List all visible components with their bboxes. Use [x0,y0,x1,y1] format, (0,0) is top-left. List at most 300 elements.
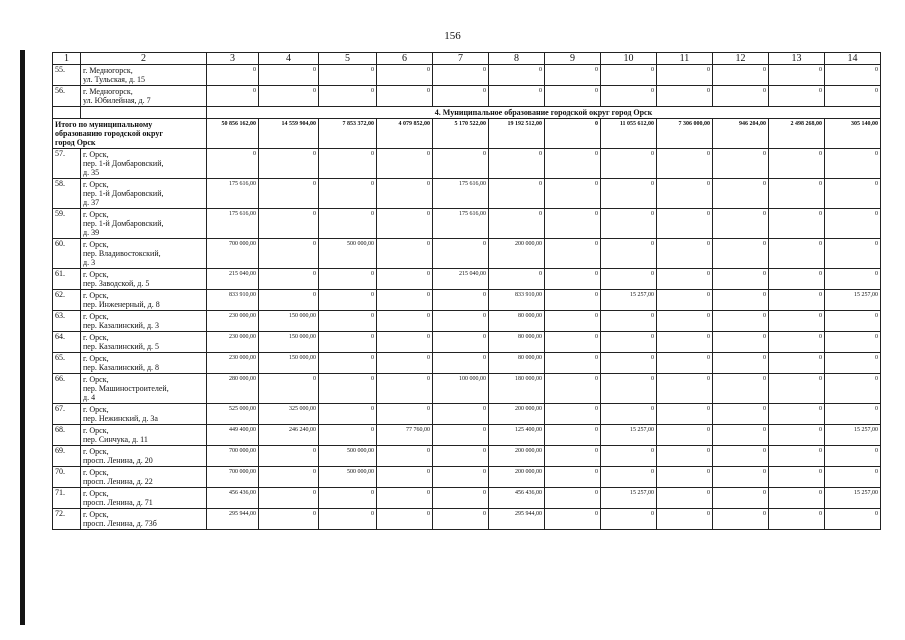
value-cell: 0 [769,488,825,509]
value-cell: 175 616,00 [433,209,489,239]
value-cell: 0 [769,290,825,311]
row-index: 66. [53,374,81,404]
row-index: 61. [53,269,81,290]
value-cell: 0 [489,149,545,179]
column-number: 7 [433,53,489,65]
value-cell: 0 [769,446,825,467]
value-cell: 0 [433,86,489,107]
value-cell: 0 [713,290,769,311]
value-cell: 0 [657,467,713,488]
value-cell: 0 [319,65,377,86]
column-number: 4 [259,53,319,65]
value-cell: 0 [545,65,601,86]
value-cell: 0 [769,239,825,269]
total-row [53,119,881,149]
value-cell: 0 [713,353,769,374]
value-cell: 0 [601,509,657,530]
table-row [53,467,881,488]
row-index: 63. [53,311,81,332]
table-row [53,179,881,209]
value-cell: 0 [601,149,657,179]
value-cell: 0 [657,269,713,290]
column-number: 3 [207,53,259,65]
value-cell: 0 [713,269,769,290]
total-value-cell: 19 192 512,00 [489,119,545,149]
value-cell: 0 [433,239,489,269]
value-cell: 0 [377,290,433,311]
address-line: ул. Тульская, д. 15 [83,75,146,84]
value-cell: 0 [769,332,825,353]
address-line: д. 35 [83,168,100,177]
value-cell: 0 [207,86,259,107]
value-cell: 0 [657,65,713,86]
value-cell: 0 [769,149,825,179]
column-number: 8 [489,53,545,65]
address-line: просп. Ленина, д. 71 [83,498,153,507]
value-cell: 0 [657,149,713,179]
value-cell: 0 [489,86,545,107]
value-cell: 230 000,00 [207,332,259,353]
section-empty-cell [81,107,207,119]
row-index: 55. [53,65,81,86]
value-cell: 0 [319,332,377,353]
value-cell: 0 [319,290,377,311]
address-line: пер. Синчука, д. 11 [83,435,148,444]
value-cell: 15 257,00 [825,290,881,311]
value-cell: 200 000,00 [489,467,545,488]
row-index: 67. [53,404,81,425]
address-line: пер. Заводской, д. 5 [83,279,150,288]
value-cell: 325 000,00 [259,404,319,425]
value-cell: 700 000,00 [207,239,259,269]
table-row [53,149,881,179]
value-cell: 0 [489,209,545,239]
table-row [53,353,881,374]
value-cell: 175 616,00 [207,209,259,239]
table-row [53,509,881,530]
row-index: 64. [53,332,81,353]
total-label-line: образованию городской округ [55,129,164,138]
value-cell: 0 [433,509,489,530]
value-cell: 0 [259,209,319,239]
value-cell: 0 [377,467,433,488]
row-index: 58. [53,179,81,209]
column-number: 12 [713,53,769,65]
value-cell: 456 436,00 [489,488,545,509]
section-empty-cell [53,107,81,119]
table-row [53,239,881,269]
address-line: г. Орск, [83,375,109,384]
value-cell: 0 [319,353,377,374]
address-line: г. Орск, [83,447,109,456]
value-cell: 0 [545,269,601,290]
address-cell [81,509,207,530]
value-cell: 0 [489,65,545,86]
value-cell: 0 [259,509,319,530]
value-cell: 0 [657,353,713,374]
section-row [53,107,881,119]
value-cell: 0 [259,467,319,488]
address-line: г. Медногорск, [83,87,133,96]
column-number: 14 [825,53,881,65]
value-cell: 150 000,00 [259,353,319,374]
value-cell: 0 [825,179,881,209]
address-cell [81,374,207,404]
value-cell: 0 [433,404,489,425]
value-cell: 456 436,00 [207,488,259,509]
value-cell: 0 [207,65,259,86]
value-cell: 246 240,00 [259,425,319,446]
value-cell: 0 [713,179,769,209]
address-cell [81,269,207,290]
row-index: 68. [53,425,81,446]
value-cell: 0 [545,332,601,353]
value-cell: 0 [377,86,433,107]
table-row [53,65,881,86]
value-cell: 0 [601,311,657,332]
value-cell: 0 [825,404,881,425]
value-cell: 0 [713,332,769,353]
value-cell: 0 [657,425,713,446]
total-value-cell: 305 140,00 [825,119,881,149]
value-cell: 0 [657,446,713,467]
value-cell: 0 [713,425,769,446]
table-row [53,332,881,353]
address-cell [81,332,207,353]
address-line: г. Орск, [83,291,109,300]
value-cell: 0 [319,179,377,209]
value-cell: 0 [601,179,657,209]
row-index: 57. [53,149,81,179]
value-cell: 80 000,00 [489,311,545,332]
total-value-cell: 4 079 852,00 [377,119,433,149]
value-cell: 0 [769,209,825,239]
value-cell: 0 [657,332,713,353]
value-cell: 0 [433,353,489,374]
value-cell: 0 [825,509,881,530]
value-cell: 0 [259,446,319,467]
total-value-cell: 0 [545,119,601,149]
value-cell: 0 [377,374,433,404]
value-cell: 0 [657,86,713,107]
section-title: 4. Муниципальное образование городской округ город Орск [207,107,881,119]
table-row [53,374,881,404]
total-value-cell: 11 055 612,00 [601,119,657,149]
value-cell: 15 257,00 [601,290,657,311]
page-number: 156 [444,30,461,42]
value-cell: 0 [713,509,769,530]
table-row [53,209,881,239]
value-cell: 0 [319,374,377,404]
value-cell: 80 000,00 [489,353,545,374]
value-cell: 0 [769,467,825,488]
value-cell: 0 [545,179,601,209]
value-cell: 0 [433,425,489,446]
value-cell: 0 [657,374,713,404]
address-cell [81,209,207,239]
value-cell: 0 [825,332,881,353]
value-cell: 0 [601,209,657,239]
value-cell: 0 [657,311,713,332]
value-cell: 0 [657,209,713,239]
total-value-cell: 2 498 268,00 [769,119,825,149]
address-cell [81,179,207,209]
address-line: пер. Нежинский, д. 3а [83,414,158,423]
value-cell: 100 000,00 [433,374,489,404]
row-index: 70. [53,467,81,488]
value-cell: 0 [319,404,377,425]
value-cell: 230 000,00 [207,311,259,332]
value-cell: 200 000,00 [489,239,545,269]
address-line: просп. Ленина, д. 20 [83,456,153,465]
value-cell: 175 616,00 [207,179,259,209]
address-cell [81,239,207,269]
column-number: 11 [657,53,713,65]
value-cell: 0 [769,179,825,209]
value-cell: 0 [545,311,601,332]
address-cell [81,86,207,107]
value-cell: 0 [545,467,601,488]
total-label [53,119,207,149]
address-line: г. Орск, [83,270,109,279]
value-cell: 500 000,00 [319,446,377,467]
value-cell: 15 257,00 [825,488,881,509]
row-index: 72. [53,509,81,530]
value-cell: 0 [433,332,489,353]
value-cell: 0 [319,488,377,509]
value-cell: 200 000,00 [489,446,545,467]
value-cell: 0 [377,239,433,269]
column-number: 1 [53,53,81,65]
value-cell: 0 [259,65,319,86]
value-cell: 0 [545,353,601,374]
value-cell: 0 [601,374,657,404]
value-cell: 0 [713,86,769,107]
value-cell: 77 760,00 [377,425,433,446]
column-number: 9 [545,53,601,65]
value-cell: 0 [825,311,881,332]
address-line: г. Орск, [83,405,109,414]
address-line: г. Орск, [83,150,109,159]
total-value-cell: 50 856 162,00 [207,119,259,149]
value-cell: 0 [657,404,713,425]
table-row [53,488,881,509]
value-cell: 180 000,00 [489,374,545,404]
value-cell: 0 [769,509,825,530]
value-cell: 0 [657,290,713,311]
row-index: 56. [53,86,81,107]
total-value-cell: 14 559 904,00 [259,119,319,149]
total-value-cell: 5 170 522,00 [433,119,489,149]
value-cell: 700 000,00 [207,446,259,467]
address-line: пер. 1-й Домбаровский, [83,159,164,168]
value-cell: 215 040,00 [207,269,259,290]
address-line: просп. Ленина, д. 22 [83,477,153,486]
value-cell: 0 [433,65,489,86]
address-line: пер. Владивостокский, [83,249,161,258]
value-cell: 0 [657,509,713,530]
address-line: д. 4 [83,393,96,402]
address-line: г. Орск, [83,180,109,189]
value-cell: 0 [825,446,881,467]
address-line: пер. Казалинский, д. 3 [83,321,160,330]
value-cell: 0 [377,209,433,239]
value-cell: 0 [545,209,601,239]
address-cell [81,488,207,509]
row-index: 60. [53,239,81,269]
address-line: г. Орск, [83,240,109,249]
value-cell: 0 [259,269,319,290]
value-cell: 200 000,00 [489,404,545,425]
value-cell: 230 000,00 [207,353,259,374]
value-cell: 0 [319,269,377,290]
column-number: 13 [769,53,825,65]
address-line: ул. Юбилейная, д. 7 [83,96,151,105]
value-cell: 700 000,00 [207,467,259,488]
value-cell: 0 [259,86,319,107]
value-cell: 15 257,00 [825,425,881,446]
value-cell: 0 [713,467,769,488]
value-cell: 0 [377,404,433,425]
value-cell: 0 [319,311,377,332]
table-row [53,290,881,311]
value-cell: 0 [319,86,377,107]
value-cell: 0 [713,149,769,179]
total-label-line: город Орск [55,138,96,147]
value-cell: 0 [433,488,489,509]
table-row [53,425,881,446]
value-cell: 0 [545,149,601,179]
address-cell [81,149,207,179]
value-cell: 0 [259,239,319,269]
value-cell: 0 [489,179,545,209]
value-cell: 0 [825,209,881,239]
value-cell: 0 [601,446,657,467]
value-cell: 150 000,00 [259,332,319,353]
value-cell: 0 [769,425,825,446]
value-cell: 0 [319,209,377,239]
value-cell: 0 [713,404,769,425]
value-cell: 0 [601,467,657,488]
column-number: 5 [319,53,377,65]
value-cell: 0 [713,209,769,239]
address-cell [81,311,207,332]
address-line: г. Орск, [83,468,109,477]
value-cell: 0 [545,374,601,404]
address-line: г. Орск, [83,312,109,321]
value-cell: 0 [377,149,433,179]
value-cell: 15 257,00 [601,425,657,446]
value-cell: 500 000,00 [319,239,377,269]
value-cell: 0 [259,374,319,404]
value-cell: 0 [769,311,825,332]
scan-edge-bar [20,50,25,625]
data-table [52,52,881,530]
value-cell: 449 400,00 [207,425,259,446]
address-cell [81,65,207,86]
value-cell: 0 [601,332,657,353]
address-line: пер. Машиностроителей, [83,384,169,393]
value-cell: 0 [825,353,881,374]
row-index: 71. [53,488,81,509]
row-index: 62. [53,290,81,311]
address-line: пер. Инженерный, д. 8 [83,300,160,309]
value-cell: 0 [319,509,377,530]
value-cell: 0 [377,509,433,530]
value-cell: 295 944,00 [207,509,259,530]
address-line: пер. 1-й Домбаровский, [83,189,164,198]
address-line: г. Орск, [83,426,109,435]
value-cell: 0 [769,65,825,86]
value-cell: 0 [769,374,825,404]
value-cell: 0 [713,446,769,467]
value-cell: 0 [825,86,881,107]
value-cell: 0 [713,311,769,332]
address-line: пер. 1-й Домбаровский, [83,219,164,228]
row-index: 69. [53,446,81,467]
value-cell: 0 [377,332,433,353]
value-cell: 150 000,00 [259,311,319,332]
value-cell: 0 [433,446,489,467]
value-cell: 0 [259,179,319,209]
value-cell: 0 [377,269,433,290]
table-row [53,446,881,467]
value-cell: 0 [433,149,489,179]
value-cell: 0 [377,446,433,467]
value-cell: 0 [545,239,601,269]
value-cell: 0 [433,290,489,311]
total-value-cell: 7 306 000,00 [657,119,713,149]
address-cell [81,404,207,425]
value-cell: 0 [601,269,657,290]
value-cell: 0 [769,86,825,107]
value-cell: 0 [377,353,433,374]
address-line: д. 3 [83,258,96,267]
row-index: 59. [53,209,81,239]
total-value-cell: 946 204,00 [713,119,769,149]
address-cell [81,446,207,467]
address-line: пер. Казалинский, д. 5 [83,342,160,351]
column-number-row [53,53,881,65]
value-cell: 0 [713,488,769,509]
value-cell: 0 [545,404,601,425]
value-cell: 125 400,00 [489,425,545,446]
value-cell: 0 [825,269,881,290]
column-number: 6 [377,53,433,65]
value-cell: 0 [377,311,433,332]
total-value-cell: 7 853 372,00 [319,119,377,149]
value-cell: 833 910,00 [207,290,259,311]
address-line: г. Орск, [83,333,109,342]
value-cell: 0 [259,488,319,509]
value-cell: 0 [207,149,259,179]
table-row [53,86,881,107]
value-cell: 0 [601,65,657,86]
value-cell: 0 [657,488,713,509]
value-cell: 0 [545,425,601,446]
value-cell: 0 [601,239,657,269]
row-index: 65. [53,353,81,374]
address-line: г. Орск, [83,354,109,363]
value-cell: 0 [489,269,545,290]
value-cell: 0 [377,65,433,86]
value-cell: 0 [769,353,825,374]
total-label-line: Итого по муниципальному [55,120,153,129]
value-cell: 0 [545,488,601,509]
value-cell: 0 [545,446,601,467]
value-cell: 0 [825,65,881,86]
address-line: пер. Казалинский, д. 8 [83,363,160,372]
